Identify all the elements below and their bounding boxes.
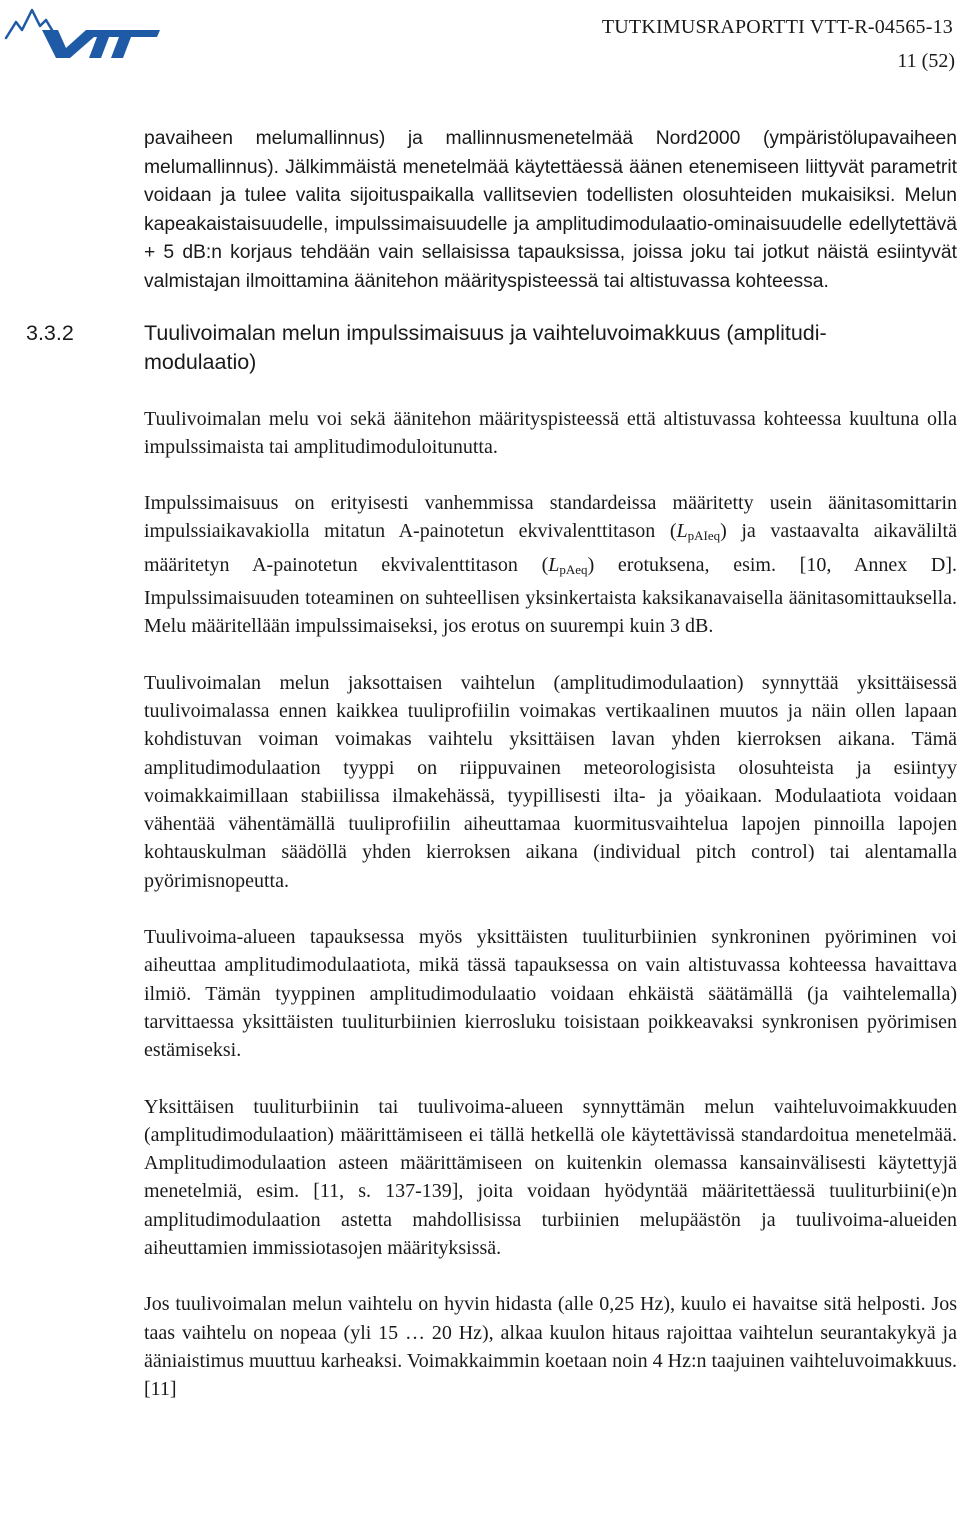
paragraph-perception: Jos tuulivoimalan melun vaihtelu on hyvin hidasta (alle 0,25 Hz), kuulo ei havaitse sitä helposti. Jos taas vaihtelu on nopeaa (yli 15 … 20 Hz), alkaa kuulon hitaus rajoittaa vaihtelun seurantakykyä ja ääniaistimus muuttuu karheaksi. Voimakkaimmin koetaan noin 4 Hz:n taajuinen vaihteluvoimakkuus. [11] — [144, 1293, 957, 1401]
section-number: 3.3.2 — [26, 320, 74, 345]
paragraph-impulsiveness-part-3: ) erotuksena, esim. [10, Annex D]. Impulssimaisuuden toteaminen on suhteellisen yksinkertaista kaksikanavaisella äänitasomittauksella. Melu määritellään impulssimaiseksi, jos erotus on suurempi kuin 3 dB. — [144, 553, 957, 638]
vtt-logo — [4, 4, 160, 60]
paragraph-impulsiveness-part-2: ) ja vastaavalta aikaväliltä määritetyn A-painotetun ekvivalenttitason ( — [144, 520, 957, 576]
symbol-lpaieq — [677, 520, 721, 542]
symbol-l-letter: L — [548, 553, 560, 576]
page-number: 11 (52) — [897, 50, 955, 72]
paragraph-impulsiveness-part-1: Impulssimaisuus on erityisesti vanhemmissa standardeissa määritetty usein äänitasomittarin impulssiaikavakiolla mitatun A-painotetun ekvivalenttitason ( — [144, 492, 957, 543]
report-id: TUTKIMUSRAPORTTI VTT-R-04565-13 — [601, 16, 953, 38]
paragraph-continued: pavaiheen melumallinnus) ja mallinnusmenetelmää Nord2000 (ympäristölupavaiheen melumallinnus). Jälkimmäistä menetelmää käytettäessä äänen etenemiseen liittyvät parametrit voidaan ja tulee valita sijoituspaikalla vallitsevien todellisten olosuhteiden mukaisiksi. Melun kapeakaistaisuudelle, impulssimaisuudelle ja amplitudimodulaatio-ominaisuudelle edellytettävä + 5 dB:n korjaus tehdään vain sellaisissa tapauksissa, joissa joku tai jotkut näistä esiintyvät valmistajan ilmoittamina äänitehon määrityspisteessä tai altistuvassa kohteessa. — [144, 128, 957, 292]
symbol-pAIeq-subscript: pAIeq — [687, 528, 721, 544]
symbol-pAeq-subscript: pAeq — [559, 561, 588, 577]
section-heading — [26, 319, 957, 377]
paragraph-measurement: Yksittäisen tuuliturbiinin tai tuulivoima-alueen synnyttämän melun vaihteluvoimakkuuden (amplitudimodulaation) määrittämiseen ei tällä hetkellä ole käytettävissä standardoitua menetelmää. Amplitudimodulaation asteen määrittämiseen on kuitenkin olemassa kansainvälisesti käytettyjä menetelmiä, esim. [11, s. 137-139], joita voidaan hyödyntää määritettäessä tuuliturbiini(e)n amplitudimodulaation astetta mahdollisissa turbiinien melupäästön ja tuulivoima-alueiden aiheuttamien immissiotasojen määrityksissä. — [144, 1095, 957, 1259]
symbol-lpaeq — [548, 554, 587, 576]
section-title: Tuulivoimalan melun impulssimaisuus ja vaihteluvoimakkuus (amplitudimodulaatio) — [144, 320, 827, 374]
paragraph-wind-farm: Tuulivoima-alueen tapauksessa myös yksittäisten tuuliturbiinien synkroninen pyöriminen voi aiheuttaa amplitudimodulaatiota, mikä tässä tapauksessa on vain altistuvassa kohteessa havaittava ilmiö. Tämän tyyppinen amplitudimodulaatio voidaan ehkäistä säätämällä (ja vaihtelemalla) tarvittaessa yksittäisten tuuliturbiinien kierrosluku toisistaan poikkeavaksi synkronisen pyörimisen estämiseksi. — [144, 926, 957, 1062]
symbol-l-letter: L — [676, 520, 688, 543]
page-content — [26, 125, 957, 1431]
paragraph-impulsiveness — [144, 489, 957, 640]
paragraph-amplitude-modulation: Tuulivoimalan melun jaksottaisen vaihtelun (amplitudimodulaation) synnyttää yksittäisessä tuulivoimalassa ennen kaikkea tuuliprofiilin voimakas vertikaalinen muutos ja näin ollen lapaan kohdistuvan voiman voimakas vaihtelu yksittäisen lavan yhden kierroksen aikana. Tämä amplitudimodulaation tyyppi on riippuvainen meteorologisista olosuhteista ja esiintyy voimakkaimillaan stabiilissa ilmakehässä, tyypillisesti ilta- ja yöaikaan. Modulaatiota voidaan vähentää vähentämällä tuuliprofiilin aiheuttamaa kuormitusvaihtelua lapojen pinnoilla lapojen kohtauskulman säädöllä yhden kierroksen aikana (individual pitch control) tai alentamalla pyörimisnopeutta. — [144, 671, 957, 892]
paragraph-intro: Tuulivoimalan melu voi sekä äänitehon määrityspisteessä että altistuvassa kohteessa kuultuna olla impulssimaista tai amplitudimoduloitunutta. — [144, 407, 957, 458]
